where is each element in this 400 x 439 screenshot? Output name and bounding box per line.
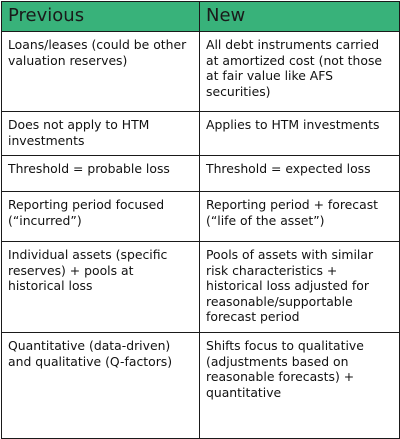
previous-cell: Individual assets (specific reserves) + pools at historical loss bbox=[2, 242, 200, 333]
table-row bbox=[2, 32, 400, 112]
previous-cell: Reporting period focused (“incurred”) bbox=[2, 192, 200, 242]
new-cell: Reporting period + forecast (“life of the asset”) bbox=[200, 192, 400, 242]
table-header-row bbox=[2, 2, 400, 32]
comparison-table-container bbox=[1, 1, 399, 438]
new-cell: All debt instruments carried at amortized cost (not those at fair value like AFS securities) bbox=[200, 32, 400, 112]
previous-cell: Loans/leases (could be other valuation reserves) bbox=[2, 32, 200, 112]
table-row bbox=[2, 156, 400, 192]
new-cell: Shifts focus to qualitative (adjustments based on reasonable forecasts) + quantitative bbox=[200, 333, 400, 439]
new-cell: Applies to HTM investments bbox=[200, 112, 400, 156]
column-header-new: New bbox=[200, 2, 400, 32]
table-row bbox=[2, 192, 400, 242]
new-cell: Pools of assets with similar risk characteristics + historical loss adjusted for reasonable/supportable forecast period bbox=[200, 242, 400, 333]
previous-cell: Quantitative (data-driven) and qualitative (Q-factors) bbox=[2, 333, 200, 439]
table-row bbox=[2, 242, 400, 333]
previous-cell: Does not apply to HTM investments bbox=[2, 112, 200, 156]
column-header-previous: Previous bbox=[2, 2, 200, 32]
table-row bbox=[2, 333, 400, 439]
new-cell: Threshold = expected loss bbox=[200, 156, 400, 192]
comparison-table bbox=[1, 1, 400, 439]
table-row bbox=[2, 112, 400, 156]
previous-cell: Threshold = probable loss bbox=[2, 156, 200, 192]
